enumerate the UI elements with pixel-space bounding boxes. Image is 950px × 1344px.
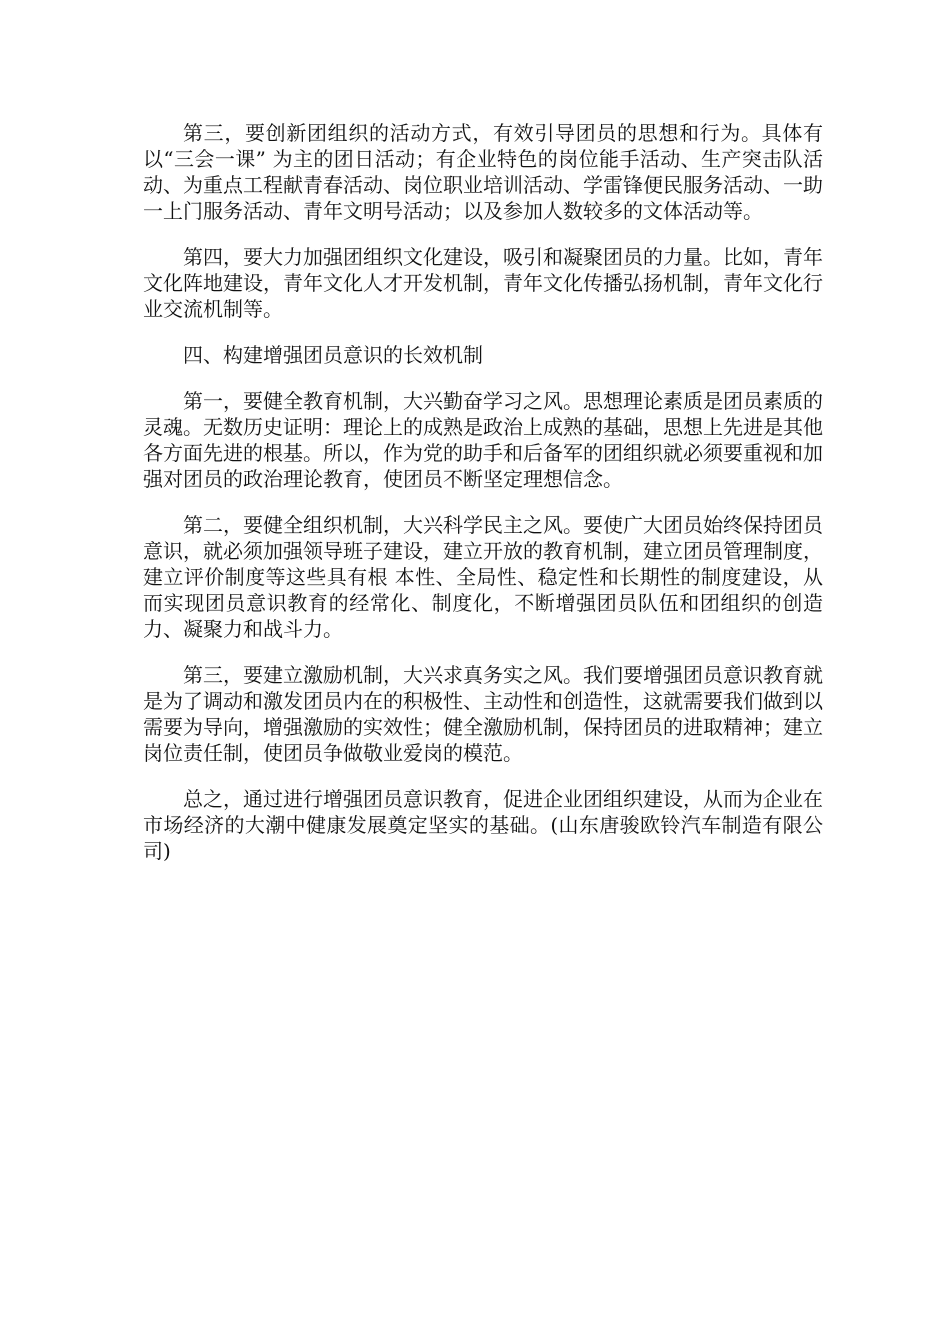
paragraph-education: 第一，要健全教育机制，大兴勤奋学习之风。思想理论素质是团员素质的灵魂。无数历史证明：理论上的成熟是政治上成熟的基础，思想上先进是其他各方面先进的根基。所以，作为党的助手和后备军的团组织就必须要重视和加强对团员的政治理论教育，使团员不断坚定理想信念。	[143, 389, 823, 491]
paragraph-conclusion: 总之，通过进行增强团员意识教育，促进企业团组织建设，从而为企业在市场经济的大潮中健康发展奠定坚实的基础。(山东唐骏欧铃汽车制造有限公司)	[143, 787, 823, 863]
paragraph-organization: 第二，要健全组织机制，大兴科学民主之风。要使广大团员始终保持团员意识，就必须加强领导班子建设，建立开放的教育机制，建立团员管理制度，建立评价制度等这些具有根 本性、全局性、稳定性和长期性的制度建设，从而实现团员意识教育的经常化、制度化，不断增强团员队伍和团组织的创造力、凝聚力和战斗力。	[143, 513, 823, 641]
section-heading: 四、构建增强团员意识的长效机制	[183, 343, 483, 367]
paragraph-incentive: 第三，要建立激励机制，大兴求真务实之风。我们要增强团员意识教育就是为了调动和激发团员内在的积极性、主动性和创造性，这就需要我们做到以需要为导向，增强激励的实效性；健全激励机制，保持团员的进取精神；建立岗位责任制，使团员争做敬业爱岗的模范。	[143, 663, 823, 765]
paragraph-activities: 第三，要创新团组织的活动方式，有效引导团员的思想和行为。具体有以“三会一课” 为主的团日活动；有企业特色的岗位能手活动、生产突击队活动、为重点工程献青春活动、岗位职业培训活动、学雷锋便民服务活动、一助一上门服务活动、青年文明号活动；以及参加人数较多的文体活动等。	[143, 121, 823, 223]
paragraph-culture: 第四，要大力加强团组织文化建设，吸引和凝聚团员的力量。比如，青年文化阵地建设，青年文化人才开发机制，青年文化传播弘扬机制，青年文化行业交流机制等。	[143, 245, 823, 321]
document-page	[143, 120, 823, 884]
